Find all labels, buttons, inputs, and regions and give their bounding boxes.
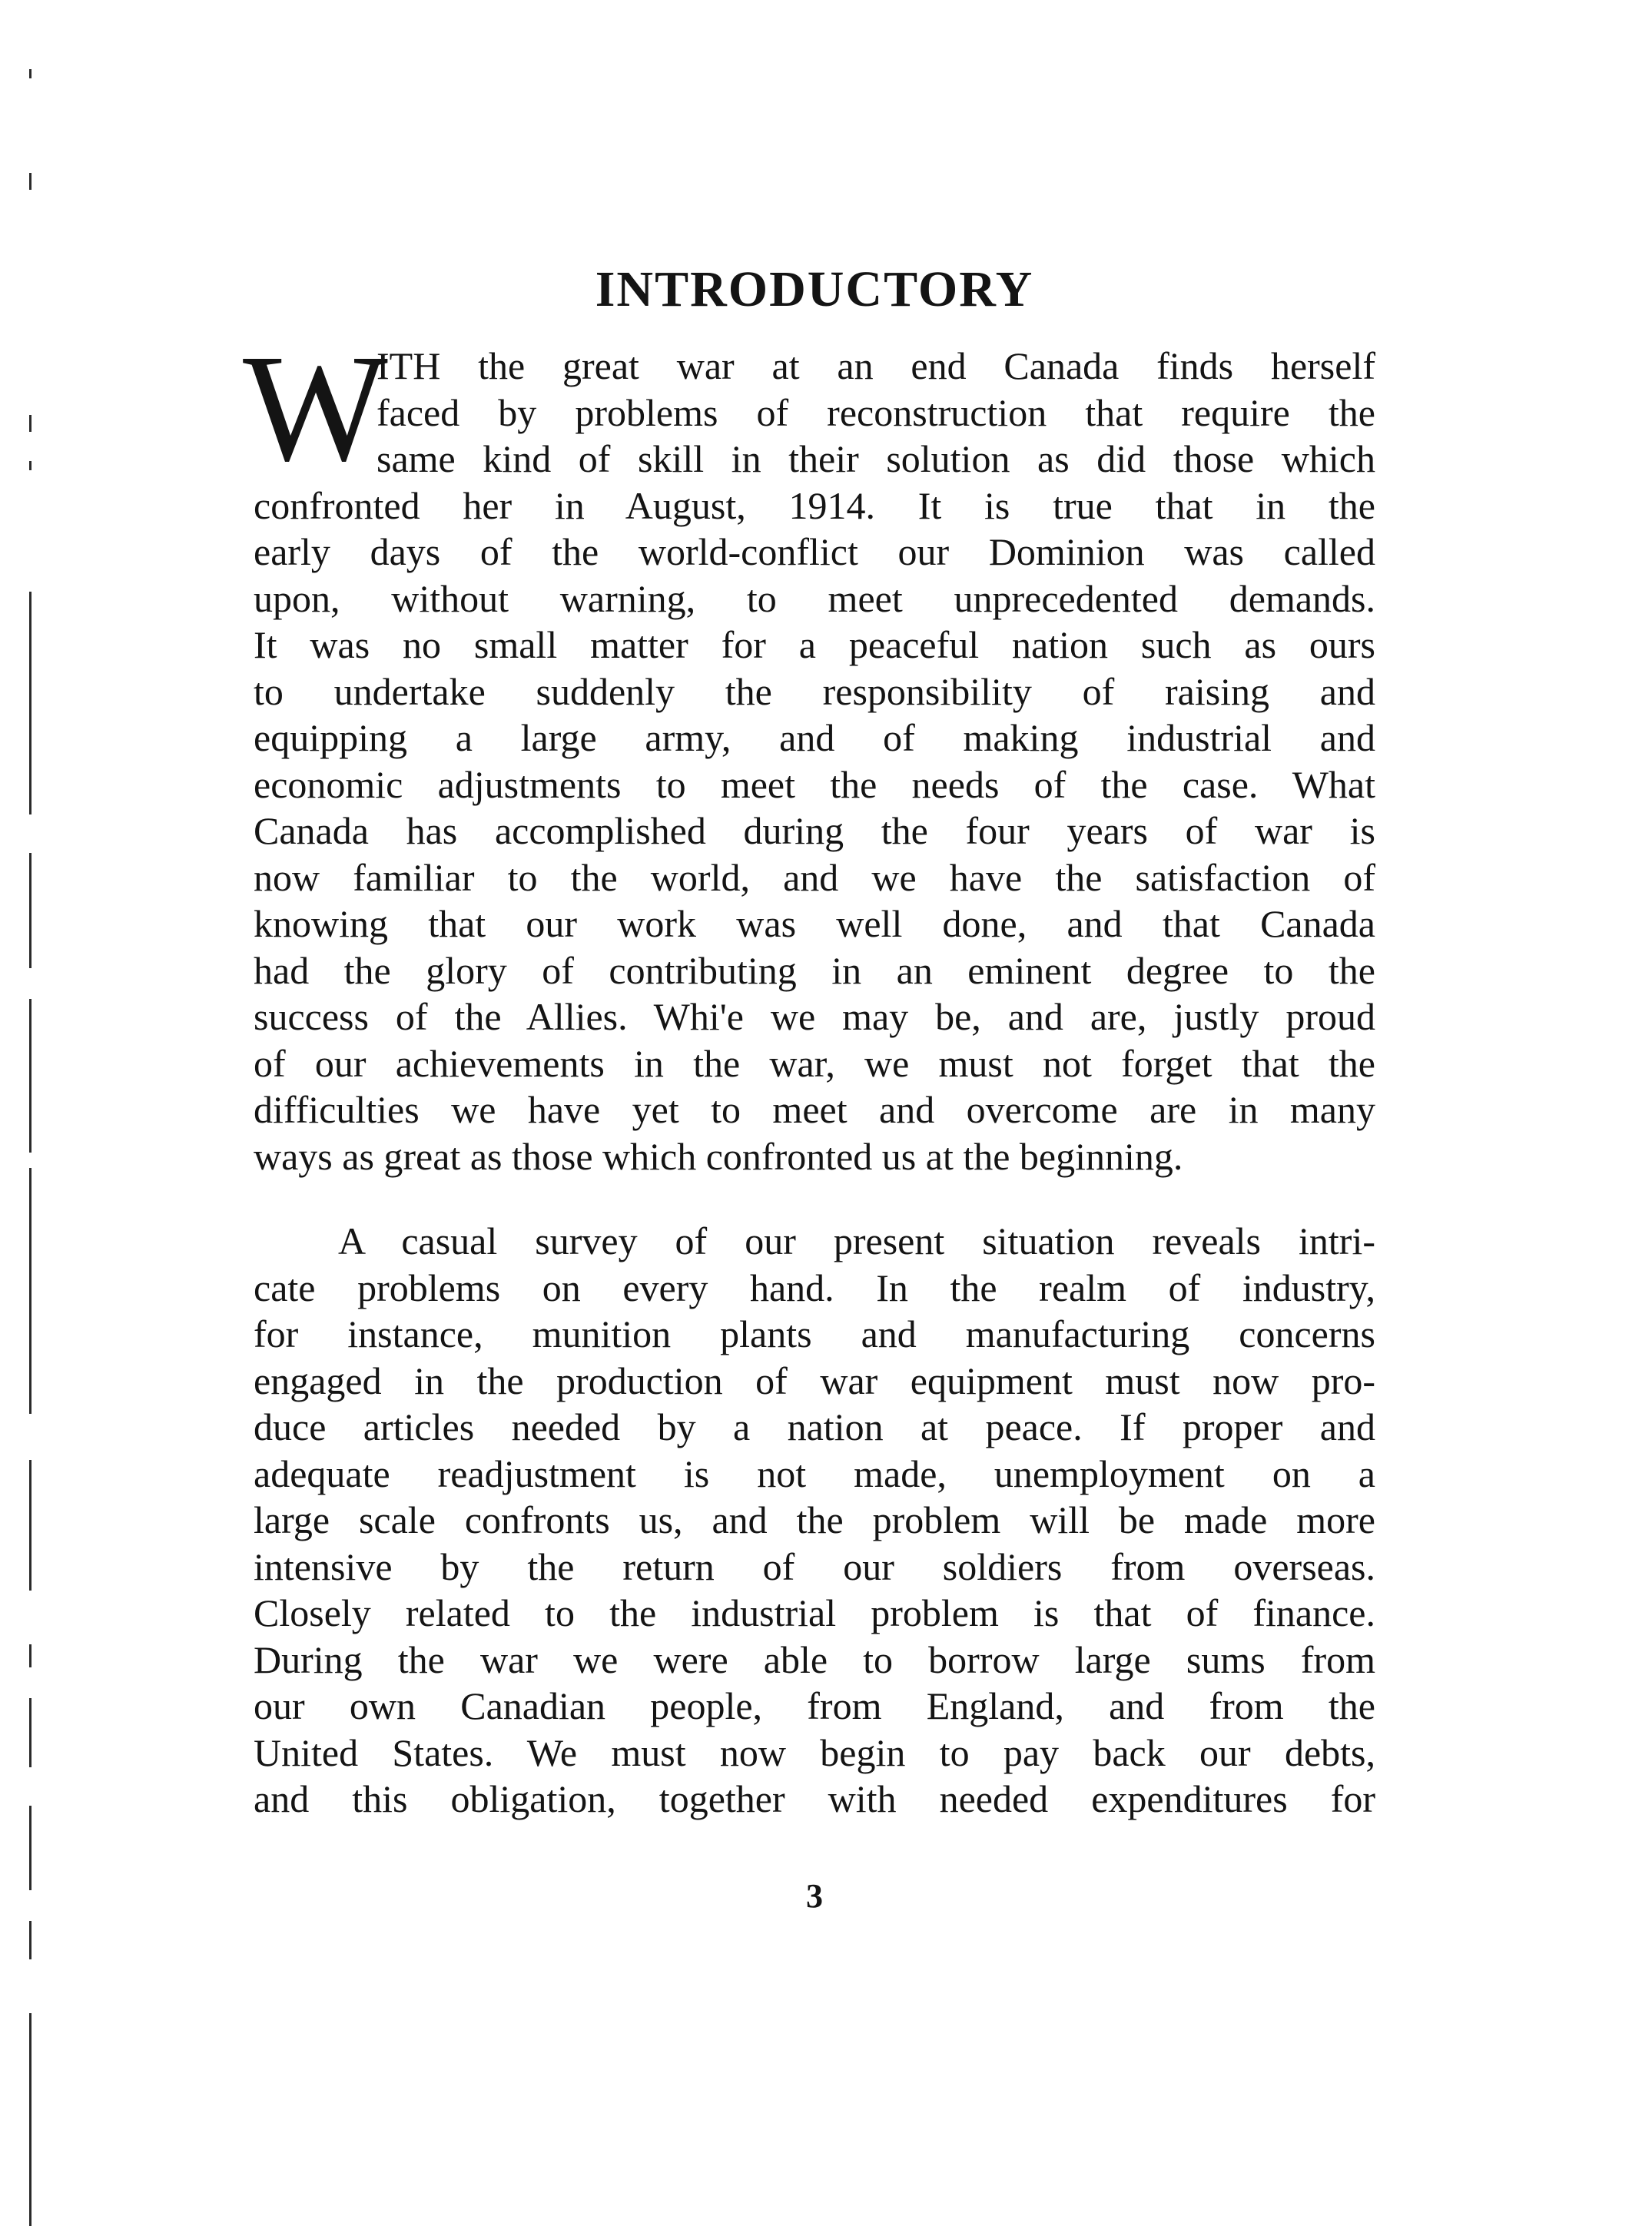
paragraph-line: faced by problems of reconstruction that require the bbox=[377, 390, 1375, 434]
scan-edge-mark bbox=[29, 1460, 32, 1591]
paragraph-line: upon, without warning, to meet unprecedented demands. bbox=[254, 576, 1375, 620]
scan-edge-mark bbox=[29, 853, 32, 968]
paragraph-line: During the war we were able to borrow large sums from bbox=[254, 1637, 1375, 1681]
scan-edge-mark bbox=[29, 2013, 32, 2226]
paragraph-line: success of the Allies. Whi'e we may be, and are, justly proud bbox=[254, 995, 1375, 1038]
scan-edge-mark bbox=[29, 1921, 32, 1959]
paragraph-line: large scale confronts us, and the problem will be made more bbox=[254, 1498, 1375, 1541]
paragraph-line: same kind of skill in their solution as did those which bbox=[377, 437, 1375, 480]
chapter-title: INTRODUCTORY bbox=[595, 261, 1034, 318]
scan-edge-mark bbox=[29, 415, 32, 432]
paragraph-line: A casual survey of our present situation reveals intri- bbox=[338, 1219, 1375, 1262]
paragraph-line: knowing that our work was well done, and that Canada bbox=[254, 902, 1375, 945]
paragraph-line: engaged in the production of war equipment must now pro- bbox=[254, 1358, 1375, 1402]
paragraph-line: Canada has accomplished during the four years of war is bbox=[254, 809, 1375, 852]
paragraph-line: ITH the great war at an end Canada finds herself bbox=[377, 344, 1375, 387]
scan-edge-mark bbox=[29, 69, 32, 78]
scan-edge-mark bbox=[29, 1806, 32, 1890]
scan-edge-mark bbox=[29, 1698, 32, 1767]
paragraph-line: ways as great as those which confronted us at the beginning. bbox=[254, 1134, 1183, 1178]
paragraph-line: equipping a large army, and of making industrial and bbox=[254, 716, 1375, 759]
paragraph-line: cate problems on every hand. In the realm of industry, bbox=[254, 1266, 1375, 1309]
paragraph-line: our own Canadian people, from England, and from the bbox=[254, 1684, 1375, 1727]
paragraph-line: It was no small matter for a peaceful nation such as ours bbox=[254, 623, 1375, 666]
scan-edge-mark bbox=[29, 173, 32, 190]
paragraph-line: confronted her in August, 1914. It is true that in the bbox=[254, 483, 1375, 527]
paragraph-1 bbox=[243, 323, 1375, 1179]
paragraph-2 bbox=[254, 1218, 1375, 1823]
paragraph-line: and this obligation, together with needed expenditures for bbox=[254, 1777, 1375, 1820]
paragraph-line: adequate readjustment is not made, unemployment on a bbox=[254, 1451, 1375, 1495]
paragraph-line: intensive by the return of our soldiers from overseas. bbox=[254, 1544, 1375, 1588]
drop-cap: W bbox=[243, 323, 388, 493]
page-number: 3 bbox=[806, 1877, 823, 1915]
paragraph-line: duce articles needed by a nation at peace. If proper and bbox=[254, 1405, 1375, 1448]
paragraph-line: had the glory of contributing in an eminent degree to the bbox=[254, 948, 1375, 992]
scan-edge-mark bbox=[29, 1644, 32, 1667]
paragraph-line: difficulties we have yet to meet and overcome are in many bbox=[254, 1088, 1375, 1131]
paragraph-line: now familiar to the world, and we have the satisfaction of bbox=[254, 855, 1375, 899]
scan-edge-mark bbox=[29, 999, 32, 1153]
paragraph-line: United States. We must now begin to pay back our debts, bbox=[254, 1730, 1375, 1774]
scan-edge-mark bbox=[29, 592, 32, 814]
paragraph-line: of our achievements in the war, we must not forget that the bbox=[254, 1041, 1375, 1085]
paragraph-line: for instance, munition plants and manufacturing concerns bbox=[254, 1312, 1375, 1355]
scan-edge-mark bbox=[29, 1168, 32, 1414]
paragraph-line: to undertake suddenly the responsibility of raising and bbox=[254, 669, 1375, 713]
scan-edge-mark bbox=[29, 461, 32, 470]
paragraph-line: Closely related to the industrial problem is that of finance. bbox=[254, 1591, 1375, 1634]
paragraph-line: economic adjustments to meet the needs of the case. What bbox=[254, 762, 1375, 806]
paragraph-line: early days of the world-conflict our Dominion was called bbox=[254, 530, 1375, 573]
